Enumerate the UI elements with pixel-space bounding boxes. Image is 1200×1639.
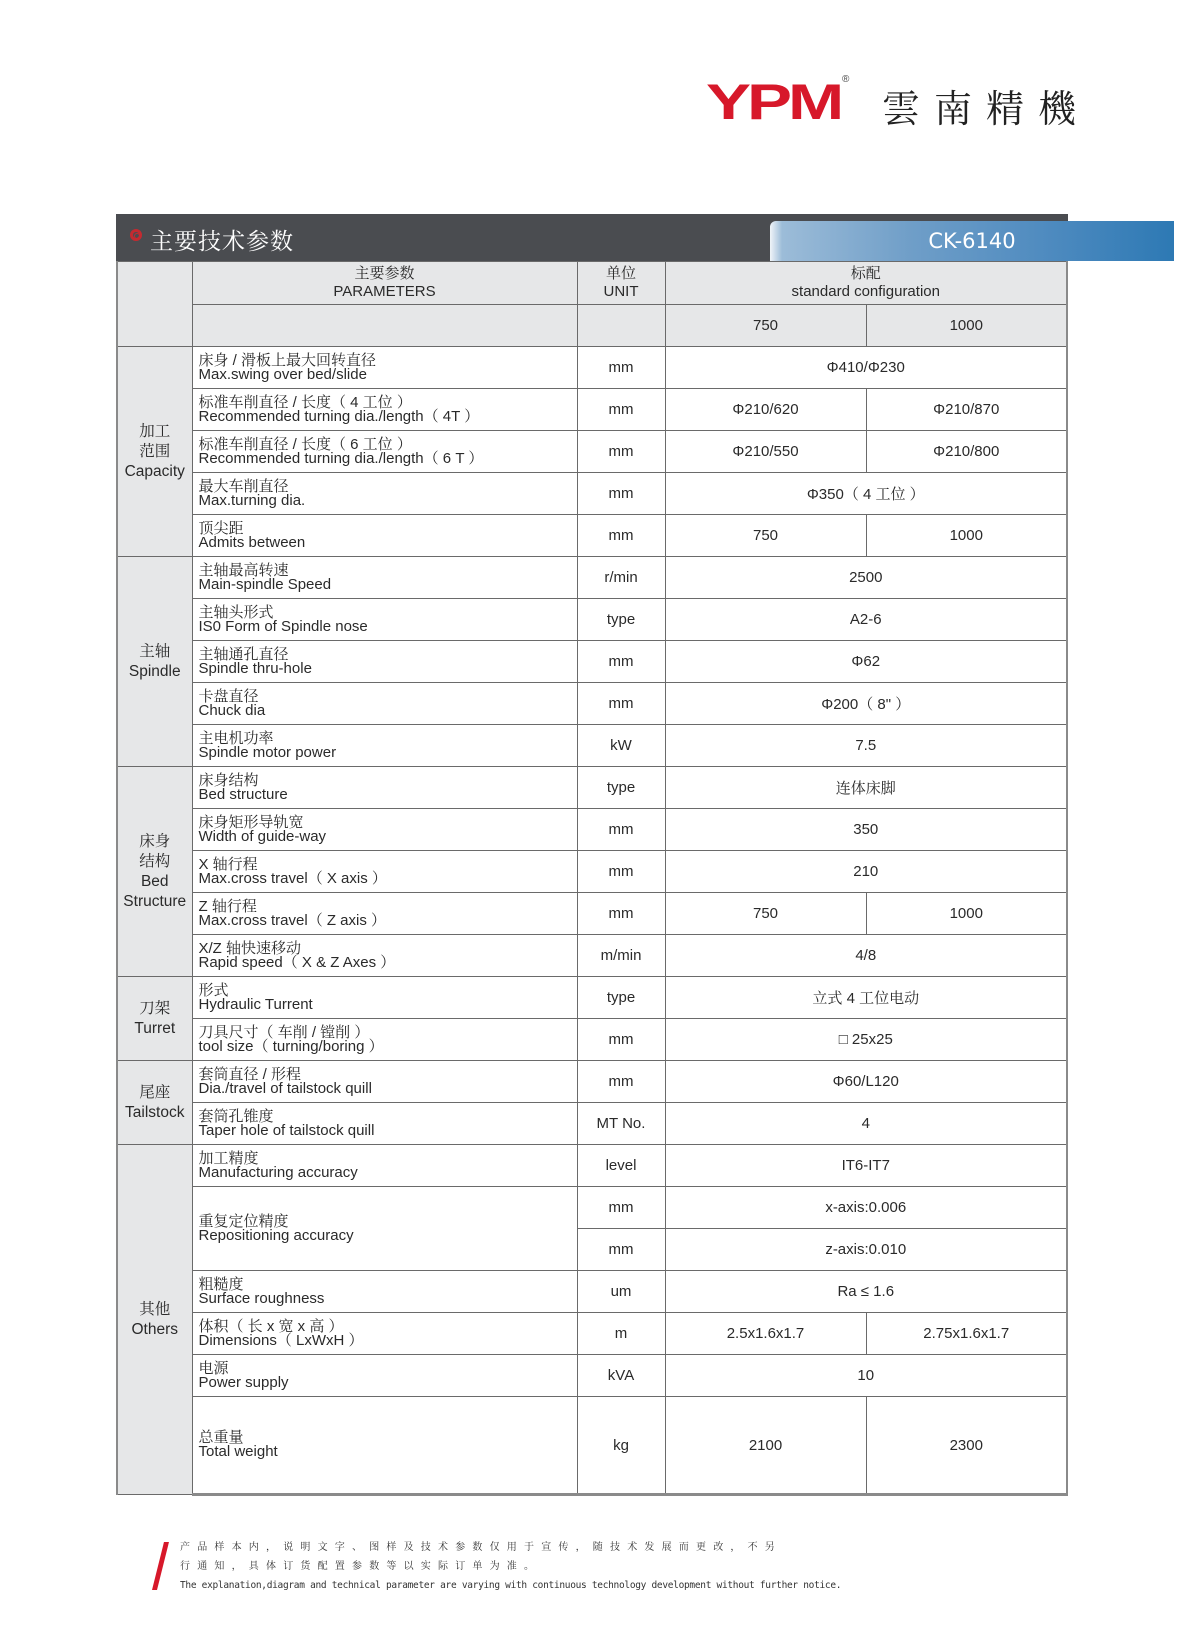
table-row [117, 893, 1067, 935]
value-cell: □ 25x25 [665, 1019, 1067, 1061]
category-cn: 主轴 [139, 642, 171, 660]
param-cn: 总重量 [198, 1429, 244, 1446]
table-row [117, 1355, 1067, 1397]
unit-cell: mm [577, 1019, 665, 1061]
param-cn: 粗糙度 [198, 1275, 244, 1293]
value-750-cell: 750 [665, 893, 866, 935]
table-row [117, 515, 1067, 557]
unit-cell: mm [577, 473, 665, 515]
value-cell: Φ350（ 4 工位 ） [665, 473, 1067, 515]
param-en: Admits between [198, 533, 306, 551]
unit-cell: type [577, 767, 665, 809]
value-1000-cell: 1000 [866, 893, 1067, 935]
param-cell [192, 1397, 577, 1495]
category-spindle [117, 557, 192, 767]
unit-cell: mm [577, 683, 665, 725]
value-1000-cell: 2300 [866, 1397, 1067, 1495]
value-1000-cell: Φ210/870 [866, 389, 1067, 431]
table-row [117, 809, 1067, 851]
category-turret [117, 977, 192, 1061]
header-unit-en: UNIT [603, 283, 639, 300]
category-en: Turret [134, 1019, 176, 1037]
value-cell: 7.5 [665, 725, 1067, 767]
param-cn: 套筒直径 / 形程 [198, 1065, 302, 1083]
unit-cell: mm [577, 389, 665, 431]
param-cell [192, 515, 577, 557]
header-param-cn: 主要参数 [354, 265, 415, 282]
table-row [117, 851, 1067, 893]
value-1000-cell: 2.75x1.6x1.7 [866, 1313, 1067, 1355]
table-row [117, 1103, 1067, 1145]
param-en: Hydraulic Turrent [198, 995, 313, 1013]
table-row [117, 1271, 1067, 1313]
param-cn: 体积（ 长 x 宽 x 高 ） [198, 1317, 344, 1335]
param-en: Spindle motor power [198, 743, 337, 761]
brand-logo [706, 72, 1091, 132]
unit-cell: level [577, 1145, 665, 1187]
param-en: Repositioning accuracy [198, 1226, 354, 1244]
header-empty-unit [577, 305, 665, 347]
header-category-cell [117, 262, 192, 347]
param-cell [192, 641, 577, 683]
param-cn: 主轴最高转速 [198, 561, 289, 579]
param-en: Taper hole of tailstock quill [198, 1121, 375, 1139]
param-cell [192, 1019, 577, 1061]
param-en: Main-spindle Speed [198, 575, 332, 593]
param-cell [192, 557, 577, 599]
value-750-cell: Φ210/620 [665, 389, 866, 431]
param-cn: 重复定位精度 [198, 1212, 289, 1230]
param-cell [192, 1103, 577, 1145]
unit-cell: mm [577, 641, 665, 683]
header-unit [577, 262, 665, 305]
variant-1000: 1000 [866, 305, 1067, 347]
param-cn: 最大车削直径 [198, 477, 289, 495]
param-cell [192, 599, 577, 641]
param-cn: 顶尖距 [198, 519, 244, 537]
unit-cell: mm [577, 809, 665, 851]
param-cell [192, 767, 577, 809]
param-en: Max.swing over bed/slide [198, 365, 367, 383]
table-row [117, 347, 1067, 389]
value-cell: Φ62 [665, 641, 1067, 683]
param-en: Max.turning dia. [198, 491, 306, 509]
model-tab: CK-6140 [770, 221, 1174, 261]
unit-cell: mm [577, 431, 665, 473]
param-cn: 套筒孔锥度 [198, 1107, 274, 1125]
param-cn: 床身 / 滑板上最大回转直径 [198, 351, 377, 369]
variant-750: 750 [665, 305, 866, 347]
param-en: Dimensions（ LxWxH ） [198, 1331, 364, 1349]
value-cell: 4/8 [665, 935, 1067, 977]
category-cn: 其他 [139, 1300, 171, 1318]
param-cell [192, 1145, 577, 1187]
value-750-cell: 2100 [665, 1397, 866, 1495]
table-row [117, 683, 1067, 725]
unit-cell: m [577, 1313, 665, 1355]
table-row [117, 431, 1067, 473]
category-cn: 尾座 [139, 1083, 171, 1101]
param-en: Spindle thru-hole [198, 659, 312, 677]
param-cn: 床身结构 [198, 771, 259, 789]
value-cell: x-axis:0.006 [665, 1187, 1067, 1229]
value-cell: 2500 [665, 557, 1067, 599]
value-cell: 10 [665, 1355, 1067, 1397]
category-cn: 范围 [139, 442, 171, 460]
param-cn: 标准车削直径 / 长度（ 4 工位 ） [198, 393, 412, 411]
brand-chinese-name: 雲南精機 [882, 87, 1091, 131]
category-en: Spindle [128, 662, 181, 680]
table-row [117, 641, 1067, 683]
table-row [117, 599, 1067, 641]
param-cn: Z 轴行程 [198, 897, 257, 915]
table-row [117, 935, 1067, 977]
table-row [117, 977, 1067, 1019]
category-cn: 结构 [139, 852, 171, 870]
section-title: 主要技术参数 [150, 228, 294, 254]
header-config-cn: 标配 [850, 265, 881, 282]
param-cn: 电源 [198, 1359, 229, 1377]
param-en: Max.cross travel（ Z axis ） [198, 911, 387, 929]
param-cell [192, 683, 577, 725]
unit-cell: r/min [577, 557, 665, 599]
header-config-en: standard configuration [791, 283, 940, 300]
registered-mark: ® [842, 74, 850, 85]
table-row [117, 767, 1067, 809]
table-row [117, 389, 1067, 431]
table-row [117, 1145, 1067, 1187]
unit-cell: kW [577, 725, 665, 767]
value-cell: Φ200（ 8" ） [665, 683, 1067, 725]
unit-cell: mm [577, 515, 665, 557]
unit-cell: mm [577, 851, 665, 893]
value-750-cell: 750 [665, 515, 866, 557]
category-bed-structure [117, 767, 192, 977]
section-title-bar [116, 214, 1068, 261]
param-en: Recommended turning dia./length（ 4T ） [198, 407, 480, 425]
param-cell [192, 935, 577, 977]
value-cell: z-axis:0.010 [665, 1229, 1067, 1271]
param-cell [192, 473, 577, 515]
param-cell [192, 893, 577, 935]
header-row [117, 262, 1067, 305]
table-row [117, 1397, 1067, 1495]
param-en: Power supply [198, 1373, 289, 1391]
spec-table [116, 261, 1068, 1496]
param-cn: 刀具尺寸（ 车削 / 镗削 ） [198, 1023, 370, 1041]
value-750-cell: Φ210/550 [665, 431, 866, 473]
value-cell: 210 [665, 851, 1067, 893]
param-cn: 主电机功率 [198, 729, 274, 747]
header-param-en: PARAMETERS [333, 283, 436, 300]
unit-cell: mm [577, 1061, 665, 1103]
category-others [117, 1145, 192, 1495]
header-empty-param [192, 305, 577, 347]
value-cell: 350 [665, 809, 1067, 851]
unit-cell: mm [577, 1229, 665, 1271]
param-cell [192, 431, 577, 473]
value-750-cell: 2.5x1.6x1.7 [665, 1313, 866, 1355]
header-config [665, 262, 1067, 305]
param-cn: X/Z 轴快速移动 [198, 939, 302, 957]
category-cn: 加工 [139, 422, 171, 440]
category-en: Capacity [124, 462, 185, 480]
category-en: Tailstock [125, 1103, 185, 1121]
value-1000-cell: 1000 [866, 515, 1067, 557]
table-row [117, 725, 1067, 767]
value-cell: IT6-IT7 [665, 1145, 1067, 1187]
param-en: Surface roughness [198, 1289, 325, 1307]
param-en: Max.cross travel（ X axis ） [198, 869, 387, 887]
param-en: tool size（ turning/boring ） [198, 1037, 384, 1055]
param-cell [192, 389, 577, 431]
param-en: Total weight [198, 1443, 278, 1460]
category-cn: 刀架 [139, 999, 171, 1017]
unit-cell: mm [577, 1187, 665, 1229]
param-cell [192, 725, 577, 767]
table-row [117, 1019, 1067, 1061]
param-cell [192, 347, 577, 389]
table-row [117, 1061, 1067, 1103]
category-en: Bed [140, 872, 169, 890]
param-cn: 加工精度 [198, 1149, 259, 1167]
value-1000-cell: Φ210/800 [866, 431, 1067, 473]
unit-cell: m/min [577, 935, 665, 977]
unit-cell: um [577, 1271, 665, 1313]
param-cell [192, 1271, 577, 1313]
param-cn: 主轴通孔直径 [198, 645, 289, 663]
variant-header-row [117, 305, 1067, 347]
disclaimer-cn-line2: 行通知，具体订货配置参数等以实际订单为准。 [180, 1561, 542, 1572]
logo-mark: YPM [706, 74, 841, 130]
table-row [117, 1187, 1067, 1229]
param-cn: 形式 [198, 981, 229, 999]
param-en: Dia./travel of tailstock quill [198, 1079, 372, 1097]
table-row [117, 473, 1067, 515]
param-en: Bed structure [198, 785, 288, 803]
red-slash-icon [152, 1542, 169, 1590]
param-cn: 床身矩形导轨宽 [198, 813, 304, 831]
unit-cell: kg [577, 1397, 665, 1495]
unit-cell: kVA [577, 1355, 665, 1397]
param-cell [192, 1355, 577, 1397]
disclaimer-cn-line1: 产品样本内，说明文字、图样及技术参数仅用于宣传，随技术发展而更改，不另 [180, 1542, 782, 1553]
table-row [117, 1313, 1067, 1355]
circle-bullet-icon [130, 229, 142, 241]
unit-cell: mm [577, 347, 665, 389]
param-en: IS0 Form of Spindle nose [198, 617, 368, 635]
param-cell [192, 977, 577, 1019]
param-cn: 标准车削直径 / 长度（ 6 工位 ） [198, 435, 412, 453]
value-cell: A2-6 [665, 599, 1067, 641]
header-parameters [192, 262, 577, 305]
param-cell [192, 1313, 577, 1355]
category-tailstock [117, 1061, 192, 1145]
category-en: Others [131, 1320, 178, 1338]
header-unit-cn: 单位 [605, 265, 636, 282]
param-cell [192, 1187, 577, 1271]
value-cell: Φ410/Φ230 [665, 347, 1067, 389]
unit-cell: type [577, 977, 665, 1019]
category-cn: 床身 [139, 832, 171, 850]
param-cn: 主轴头形式 [198, 603, 274, 621]
unit-cell: type [577, 599, 665, 641]
param-cn: X 轴行程 [198, 855, 258, 873]
disclaimer-en: The explanation,diagram and technical parameter are varying with continuous technology development without further notice. [180, 1580, 842, 1591]
table-row [117, 557, 1067, 599]
unit-cell: mm [577, 893, 665, 935]
param-en: Manufacturing accuracy [198, 1163, 358, 1181]
value-cell: 连体床脚 [665, 767, 1067, 809]
value-cell: Φ60/L120 [665, 1061, 1067, 1103]
value-cell: Ra ≤ 1.6 [665, 1271, 1067, 1313]
param-en: Rapid speed（ X & Z Axes ） [198, 953, 396, 971]
param-cell [192, 1061, 577, 1103]
value-cell: 立式 4 工位电动 [665, 977, 1067, 1019]
param-en: Chuck dia [198, 701, 266, 719]
category-capacity [117, 347, 192, 557]
param-cn: 卡盘直径 [198, 687, 259, 705]
param-en: Recommended turning dia./length（ 6 T ） [198, 449, 484, 467]
value-cell: 4 [665, 1103, 1067, 1145]
unit-cell: MT No. [577, 1103, 665, 1145]
param-cell [192, 809, 577, 851]
category-en: Structure [123, 892, 187, 910]
param-en: Width of guide-way [198, 827, 327, 845]
param-cell [192, 851, 577, 893]
